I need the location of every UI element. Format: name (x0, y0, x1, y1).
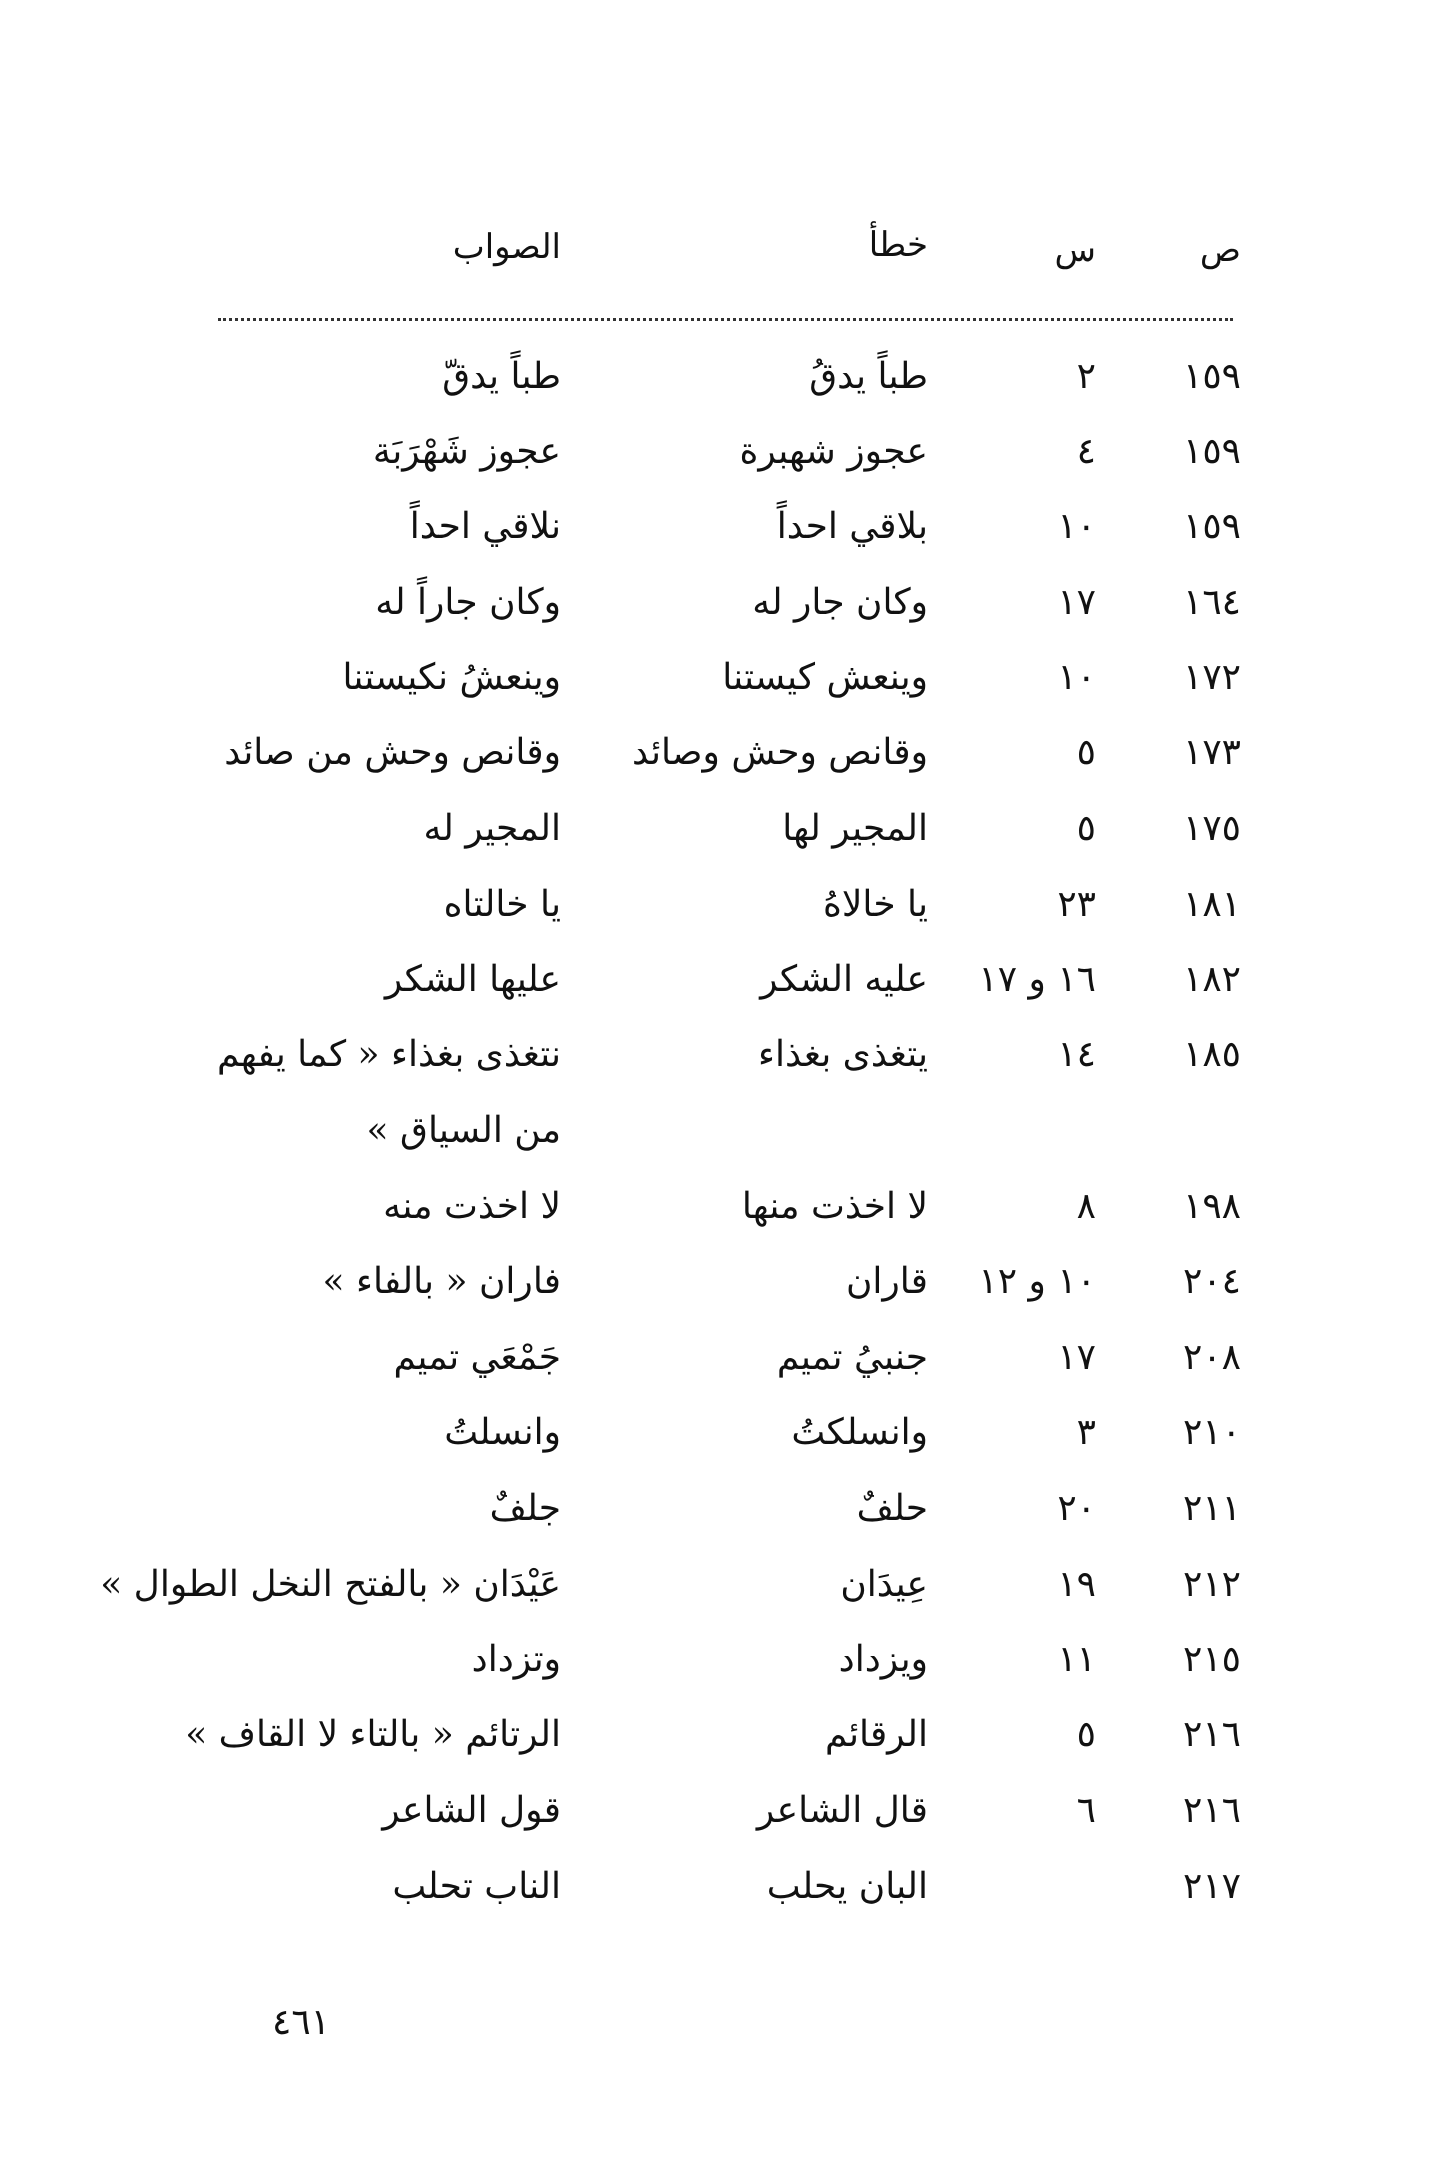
row-page-number: ١٧٢ (1182, 657, 1241, 698)
row-wrong-text: لا اخذت منها (741, 1186, 928, 1227)
row-wrong-text: بلاقي احداً (776, 506, 928, 547)
row-wrong-text: يتغذى بغذاء (758, 1034, 928, 1075)
row-correct-text: عليها الشكر (384, 959, 561, 1000)
row-correct-text: الرتائم « بالتاء لا القاف » (185, 1714, 561, 1755)
row-correct-text: فاران « بالفاء » (322, 1261, 561, 1302)
row-correct-text-continuation: من السياق » (366, 1110, 561, 1151)
row-page-number: ٢١٧ (1182, 1866, 1241, 1907)
row-wrong-text: الرقائم (825, 1714, 928, 1755)
row-page-number: ٢٠٤ (1182, 1261, 1241, 1302)
row-line-number: ١٠ (1057, 657, 1096, 698)
row-page-number: ١٧٣ (1182, 732, 1241, 773)
row-page-number: ١٦٤ (1182, 582, 1241, 623)
row-correct-text: جلفٌ (489, 1488, 561, 1529)
row-correct-text: لا اخذت منه (383, 1186, 561, 1227)
row-correct-text: وقانص وحش من صائد (224, 732, 561, 773)
header-wrong-column: خطأ (868, 225, 928, 265)
row-wrong-text: عِيدَان (840, 1564, 928, 1605)
row-line-number: ١١ (1057, 1639, 1096, 1680)
row-page-number: ٢١٠ (1182, 1412, 1241, 1453)
row-wrong-text: المجير لها (782, 808, 928, 849)
row-page-number: ١٧٥ (1182, 808, 1241, 849)
row-line-number: ١٤ (1057, 1034, 1096, 1075)
row-correct-text: نتغذى بغذاء « كما يفهم (216, 1034, 561, 1075)
header-page-column: ص (1199, 230, 1241, 270)
row-correct-text: قول الشاعر (382, 1790, 561, 1831)
row-page-number: ١٥٩ (1182, 506, 1241, 547)
row-page-number: ٢١٦ (1182, 1790, 1241, 1831)
row-wrong-text: قال الشاعر (756, 1790, 928, 1831)
row-page-number: ١٨٢ (1182, 959, 1241, 1000)
row-wrong-text: البان يحلب (766, 1866, 928, 1907)
header-line-column: س (1054, 230, 1096, 270)
row-wrong-text: طباً يدقُ (809, 356, 928, 397)
row-wrong-text: قاران (845, 1261, 928, 1302)
row-line-number: ١٠ و ١٢ (978, 1261, 1096, 1302)
row-wrong-text: عجوز شهبرة (739, 431, 928, 472)
row-correct-text: المجير له (423, 808, 561, 849)
row-wrong-text: عليه الشكر (760, 959, 928, 1000)
row-correct-text: وكان جاراً له (375, 582, 561, 623)
row-line-number: ٨ (1076, 1186, 1096, 1227)
row-page-number: ١٨٥ (1182, 1034, 1241, 1075)
row-correct-text: جَمْعَي تميم (393, 1337, 561, 1378)
row-page-number: ٢١٦ (1182, 1714, 1241, 1755)
row-line-number: ٥ (1076, 808, 1096, 849)
row-line-number: ١٠ (1057, 506, 1096, 547)
row-correct-text: عَيْدَان « بالفتح النخل الطوال » (100, 1564, 561, 1605)
row-page-number: ١٩٨ (1182, 1186, 1241, 1227)
row-line-number: ٥ (1076, 1714, 1096, 1755)
row-line-number: ٥ (1076, 732, 1096, 773)
row-wrong-text: حلفٌ (856, 1488, 928, 1529)
row-line-number: ٢ (1076, 356, 1096, 397)
row-page-number: ١٥٩ (1182, 431, 1241, 472)
page-number: ٤٦١ (272, 2002, 331, 2043)
dotted-divider (218, 318, 1233, 321)
row-page-number: ٢١١ (1182, 1488, 1241, 1529)
row-correct-text: الناب تحلب (392, 1866, 561, 1907)
row-page-number: ١٨١ (1182, 884, 1241, 925)
row-wrong-text: وقانص وحش وصائد (632, 732, 928, 773)
row-line-number: ١٦ و ١٧ (978, 959, 1096, 1000)
row-page-number: ٢١٢ (1182, 1564, 1241, 1605)
row-line-number: ٣ (1076, 1412, 1096, 1453)
row-wrong-text: وينعش كيستنا (722, 657, 928, 698)
row-wrong-text: وانسلكتُ (791, 1412, 928, 1453)
row-correct-text: وينعشُ نكيستنا (342, 657, 561, 698)
row-correct-text: وتزداد (471, 1639, 561, 1680)
row-page-number: ١٥٩ (1182, 356, 1241, 397)
row-line-number (956, 1862, 1096, 1912)
row-correct-text: يا خالتاه (443, 884, 561, 925)
row-correct-text: عجوز شَهْرَبَة (372, 431, 561, 472)
row-line-number: ٤ (1076, 431, 1096, 472)
row-wrong-text: وكان جار له (752, 582, 928, 623)
row-wrong-text: يا خالاهُ (822, 884, 928, 925)
row-wrong-text: ويزداد (838, 1639, 928, 1680)
row-line-number: ١٧ (1057, 582, 1096, 623)
row-line-number: ٦ (1076, 1790, 1096, 1831)
row-line-number: ١٧ (1057, 1337, 1096, 1378)
row-line-number: ٢٠ (1057, 1488, 1096, 1529)
header-correct-column: الصواب (452, 227, 561, 267)
row-line-number: ١٩ (1057, 1564, 1096, 1605)
row-page-number: ٢١٥ (1182, 1639, 1241, 1680)
row-correct-text: نلاقي احداً (409, 506, 561, 547)
row-wrong-text: جنبيُ تميم (776, 1337, 928, 1378)
row-correct-text: طباً يدقّ (442, 356, 561, 397)
row-page-number: ٢٠٨ (1182, 1337, 1241, 1378)
row-line-number: ٢٣ (1057, 884, 1096, 925)
row-correct-text: وانسلتُ (444, 1412, 561, 1453)
